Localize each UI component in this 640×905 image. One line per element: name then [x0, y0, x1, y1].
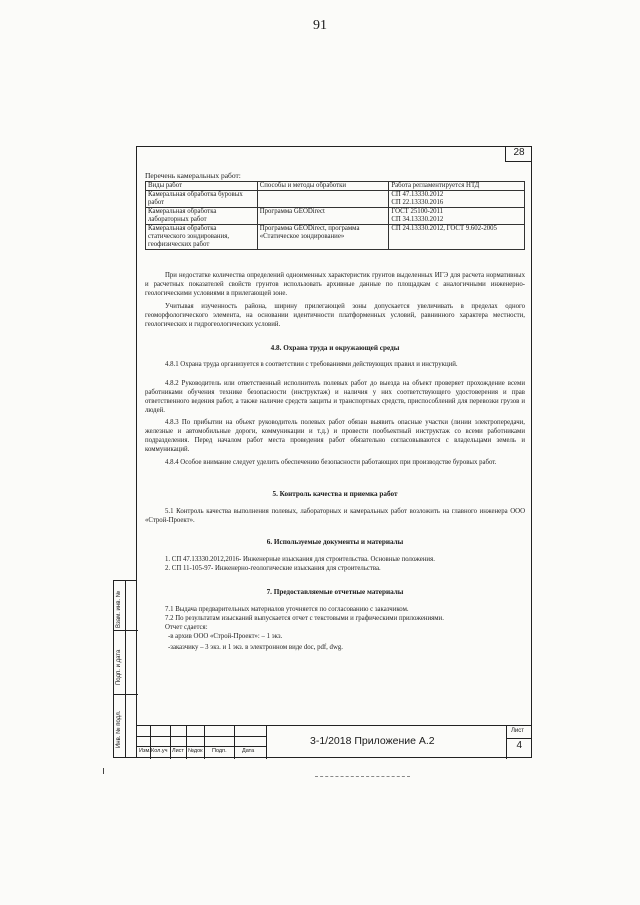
title-block-rule	[136, 746, 266, 747]
section-heading: 4.8. Охрана труда и окружающей среды	[270, 344, 400, 352]
table-caption: Перечень камеральных работ:	[145, 171, 241, 180]
side-stamp-label-box	[115, 695, 126, 757]
section-heading: 6. Используемые документы и материалы	[266, 538, 404, 546]
table-header-cell: Способы и методы обработки	[257, 182, 389, 191]
paragraph: Учитывая изученность района, ширину прилегающей зоны допускается увеличивать в пределах одного геоморфологического элемента, на основании идентичности платформенных условий, равнинного характера местности, геологических и гидрогеологических условий.	[145, 303, 525, 328]
side-stamp-label: Взам. инв. №	[116, 590, 122, 628]
side-stamp-label-box	[115, 581, 126, 630]
table-cell: Камеральная обработка статического зондирования, геофизических работ	[146, 225, 258, 250]
scan-dash-line	[315, 776, 410, 777]
side-stamp-label-box	[115, 631, 126, 694]
paragraph: 4.8.3 По прибытии на объект руководитель полевых работ обязан выявить опасные участки (линии электропередачи, железные и автомобильные дороги, коммуникации и т.д.) и провести пообъектный инструктаж со всеми работниками подразделения. Перед началом работ места проведения работ обязательно согласовываются с владельцами земель и коммуникаций.	[145, 419, 525, 453]
side-stamp-cell	[114, 581, 138, 631]
title-block-header: Кол.уч	[151, 748, 168, 754]
table-cell: Камеральная обработка лабораторных работ	[146, 208, 258, 225]
title-block-header: №док	[188, 748, 203, 754]
table-cell: СП 47.13330.2012 СП 22.13330.2016	[389, 191, 525, 208]
title-block-rule	[136, 736, 266, 737]
paragraph: 4.8.4 Особое внимание следует уделить обеспечению безопасности работающих при производстве буровых работ.	[165, 459, 497, 466]
sheet-number: 28	[505, 146, 532, 162]
title-block-rule	[506, 726, 507, 759]
list-item: 7.1 Выдача предварительных материалов уточняется по согласованию с заказчиком.	[165, 606, 409, 613]
paragraph: При недостатке количества определений одноименных характеристик грунтов выделенных ИГЭ для расчета нормативных и расчетных показателей свойств грунтов использовать архивные данные по площадкам с аналогичными инженерно-геологическими условиями в прилегающей зоне.	[145, 272, 525, 297]
title-block-header: Дата	[242, 748, 255, 754]
title-block-header: Подп.	[212, 748, 227, 754]
table-header-cell: Работа регламентируется НТД	[389, 182, 525, 191]
table-row	[146, 208, 525, 225]
title-block-rule	[506, 738, 532, 739]
page-number: 91	[313, 18, 327, 33]
document-code: 3-1/2018 Приложение А.2	[310, 735, 435, 747]
title-block-header: Лист	[172, 748, 184, 754]
side-stamp-cell	[114, 695, 138, 757]
side-stamp-cell	[114, 631, 138, 695]
paragraph: 4.8.2 Руководитель или ответственный исполнитель полевых работ до выезда на объект проверяет прохождение всеми работниками обучения технике безопасности (инструктаж) и наличия у них соответствующего удостоверения и прав ответственного ведения работ, а также наличие средств защиты и транспортных средств, приспособлений для перевозки грузов и людей.	[145, 380, 525, 414]
title-block-rule	[170, 726, 171, 759]
scan-mark	[103, 768, 104, 774]
title-block-rule	[234, 726, 235, 759]
table-cell: Программа GEODirect, программа «Статическое зондирование»	[257, 225, 389, 250]
side-stamp-label: Инв. № подл.	[116, 710, 122, 748]
list-item: 2. СП 11-105-97- Инженерно-геологические изыскания для строительства.	[165, 565, 381, 572]
table-row	[146, 191, 525, 208]
paragraph: 4.8.1 Охрана труда организуется в соответствии с требованиями действующих правил и инструкций.	[165, 361, 458, 368]
sheet-value: 4	[516, 740, 522, 751]
title-block-rule	[186, 726, 187, 759]
table-header-row	[146, 182, 525, 191]
paragraph: 5.1 Контроль качества выполнения полевых, лабораторных и камеральных работ возложить на главного инженера ООО «Строй-Проект».	[145, 508, 525, 524]
table-cell: ГОСТ 25100-2011 СП 34.13330.2012	[389, 208, 525, 225]
list-item: Отчет сдается:	[165, 624, 208, 631]
sheet-label: Лист	[510, 728, 524, 734]
list-item: 1. СП 47.13330.2012,2016- Инженерные изыскания для строительства. Основные положения.	[165, 556, 435, 563]
title-block-rule	[150, 726, 151, 759]
side-stamp-label: Подп. и дата	[116, 649, 122, 685]
title-block-rule	[204, 726, 205, 759]
table-cell: Камеральная обработка буровых работ	[146, 191, 258, 208]
list-item: 7.2 По результатам изысканий выпускается отчет с текстовыми и графическими приложениями.	[165, 615, 444, 622]
title-block-rule	[266, 726, 267, 759]
table-row	[146, 225, 525, 250]
section-heading: 5. Контроль качества и приемка работ	[272, 490, 398, 498]
title-block-header: Изм.	[139, 748, 151, 754]
title-block	[136, 725, 532, 758]
list-item: -заказчику – 3 экз. и 1 экз. в электронном виде doc, pdf, dwg.	[168, 644, 343, 651]
cameral-works-table	[145, 181, 525, 250]
table-cell: СП 24.13330.2012, ГОСТ 9.602-2005	[389, 225, 525, 250]
table-header-cell: Виды работ	[146, 182, 258, 191]
table-cell: Программа GEODirect	[257, 208, 389, 225]
table-cell	[257, 191, 389, 208]
list-item: -в архив ООО «Строй-Проект»: – 1 экз.	[168, 633, 283, 640]
section-heading: 7. Предоставляемые отчетные материалы	[266, 588, 404, 596]
side-stamp	[113, 580, 137, 758]
